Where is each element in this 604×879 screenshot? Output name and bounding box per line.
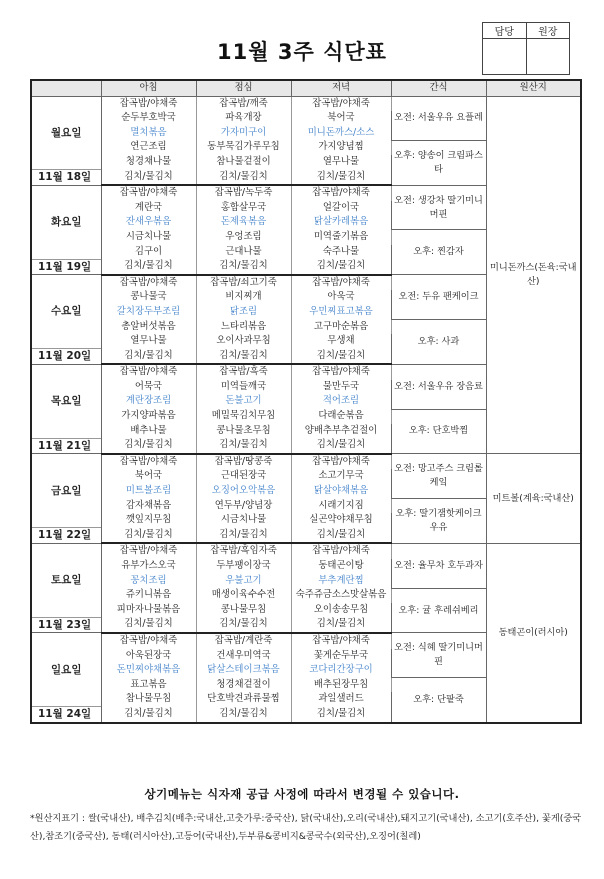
day-label: 금요일 [31,454,101,528]
breakfast-item: 잡곡밥/야채죽 [101,275,196,291]
lunch-item: 단호박견과류물찜 [196,692,291,707]
dinner-item: 소고기무국 [291,469,391,484]
dinner-item: 김치/물김치 [291,707,391,723]
dinner-item: 잡곡밥/야채죽 [291,633,391,649]
breakfast-item: 잡곡밥/야채죽 [101,633,196,649]
breakfast-item: 갈치장두부조림 [101,305,196,320]
dinner-item: 닭살카레볶음 [291,215,391,230]
dinner-item: 부추계란찜 [291,574,391,589]
lunch-item: 두부팽이장국 [196,559,291,574]
table-row [31,96,581,111]
dinner-item: 잡곡밥/야채죽 [291,185,391,201]
day-label: 일요일 [31,633,101,707]
approval-sign-manager [483,39,527,75]
breakfast-item: 계란국 [101,201,196,216]
day-label: 토요일 [31,543,101,617]
breakfast-item: 꽁치조림 [101,574,196,589]
lunch-item: 시금치나물 [196,513,291,528]
date-label: 11월 19일 [31,259,101,275]
header-dinner: 저녁 [291,80,391,96]
lunch-item: 김치/물김치 [196,707,291,723]
lunch-item: 잡곡밥/녹두죽 [196,185,291,201]
lunch-item: 오이사과무침 [196,334,291,349]
origin-note: *원산지표기 : 쌀(국내산), 배추김치(배추:국내산,고춧가루:중국산), 닭(국내산),오리(국내산),돼지고기(국내산), 소고기(호주산), 꽃게(중국산),참조기(중국산), 동태(러시아산),고등어(국내산),두부류&콩비지&콩국수(외국산),오징어(칠레) [30,813,582,842]
snack-pm: 오후: 귤 후레쉬베리 [391,588,486,633]
header-lunch: 점심 [196,80,291,96]
lunch-item: 콩나물무침 [196,603,291,618]
header-breakfast: 아침 [101,80,196,96]
breakfast-item: 잡곡밥/야채죽 [101,543,196,559]
dinner-item: 잡곡밥/야채죽 [291,454,391,470]
breakfast-item: 총알버섯볶음 [101,320,196,335]
date-label: 11월 20일 [31,349,101,365]
snack-pm: 오후: 단호박찜 [391,409,486,454]
approval-label-director: 원장 [526,23,570,39]
lunch-item: 근대나물 [196,245,291,260]
date-label: 11월 22일 [31,528,101,544]
day-label: 목요일 [31,364,101,438]
header-origin: 원산지 [486,80,581,96]
dinner-item: 고구마순볶음 [291,320,391,335]
origin-info: 동태곤이(러시아) [486,543,581,723]
header-snack: 간식 [391,80,486,96]
breakfast-item: 잡곡밥/야채죽 [101,96,196,111]
dinner-item: 코다리간장구이 [291,663,391,678]
breakfast-item: 쥬키니볶음 [101,588,196,603]
dinner-item: 미역줄기볶음 [291,230,391,245]
lunch-item: 잡곡밥/계란죽 [196,633,291,649]
lunch-item: 김치/물김치 [196,170,291,186]
lunch-item: 연두부/양념장 [196,499,291,514]
breakfast-item: 아욱된장국 [101,649,196,664]
dinner-item: 잡곡밥/야채죽 [291,275,391,291]
dinner-item: 무생채 [291,334,391,349]
dinner-item: 북어국 [291,111,391,126]
breakfast-item: 가지양파볶음 [101,409,196,424]
date-label: 11월 21일 [31,438,101,454]
dinner-item: 오이송송무침 [291,603,391,618]
breakfast-item: 순두부호박국 [101,111,196,126]
breakfast-item: 잡곡밥/야채죽 [101,364,196,380]
dinner-item: 양배추부추겉절이 [291,424,391,439]
lunch-item: 김치/물김치 [196,528,291,544]
dinner-item: 가지양념찜 [291,140,391,155]
lunch-item: 우불고기 [196,574,291,589]
breakfast-item: 피마자나물볶음 [101,603,196,618]
dinner-item: 잡곡밥/야채죽 [291,364,391,380]
breakfast-item: 돈민찌야채볶음 [101,663,196,678]
breakfast-item: 시금치나물 [101,230,196,245]
breakfast-item: 잔새우볶음 [101,215,196,230]
table-header-row [31,80,581,96]
dinner-item: 숙주쥬금소스맛살볶음 [291,588,391,603]
lunch-item: 돈불고기 [196,394,291,409]
breakfast-item: 표고볶음 [101,678,196,693]
snack-am: 오전: 서울우유 장음료 [391,364,486,409]
breakfast-item: 김치/물김치 [101,438,196,454]
snack-am: 오전: 생강차 딸기미니머핀 [391,185,486,230]
snack-am: 오전: 서울우유 요플레 [391,96,486,140]
dinner-item: 실곤약야채무침 [291,513,391,528]
day-label: 수요일 [31,275,101,349]
breakfast-item: 김치/물김치 [101,259,196,275]
snack-pm: 오후: 딸기잼핫케이크 우유 [391,499,486,544]
meal-plan-table [30,79,582,724]
approval-box [482,22,570,75]
page-title: 11월 3주 식단표 [217,40,387,64]
lunch-item: 청경채겉절이 [196,678,291,693]
date-label: 11월 23일 [31,617,101,633]
breakfast-item: 열무나물 [101,334,196,349]
dinner-item: 미니돈까스/소스 [291,126,391,141]
origin-info: 미니돈까스(돈육:국내산) [486,96,581,454]
dinner-item: 적어조림 [291,394,391,409]
snack-am: 오전: 율무차 호두과자 [391,543,486,588]
dinner-item: 얼갈이국 [291,201,391,216]
snack-pm: 오후: 단팥죽 [391,678,486,723]
lunch-item: 비지찌개 [196,290,291,305]
breakfast-item: 깻잎지무침 [101,513,196,528]
breakfast-item: 유부가스오국 [101,559,196,574]
breakfast-item: 잡곡밥/야채죽 [101,185,196,201]
lunch-item: 잡곡밥/흑죽 [196,364,291,380]
lunch-item: 잡곡밥/쇠고기죽 [196,275,291,291]
dinner-item: 김치/물김치 [291,170,391,186]
lunch-item: 김치/물김치 [196,438,291,454]
lunch-item: 오징어오악볶음 [196,484,291,499]
lunch-item: 우엉조림 [196,230,291,245]
dinner-item: 과일샐러드 [291,692,391,707]
breakfast-item: 미트볼조림 [101,484,196,499]
dinner-item: 물만두국 [291,380,391,395]
snack-am: 오전: 식혜 딸기미니머핀 [391,633,486,678]
snack-pm: 오후: 사과 [391,320,486,365]
breakfast-item: 콩나물국 [101,290,196,305]
breakfast-item: 멸치볶음 [101,126,196,141]
dinner-item: 김치/물김치 [291,349,391,365]
lunch-item: 김치/물김치 [196,617,291,633]
snack-am: 오전: 두유 팬케이크 [391,275,486,320]
day-label: 화요일 [31,185,101,259]
lunch-item: 콩나물초무침 [196,424,291,439]
breakfast-item: 김치/물김치 [101,617,196,633]
dinner-item: 열무나물 [291,155,391,170]
breakfast-item: 김치/물김치 [101,170,196,186]
lunch-item: 미역들깨국 [196,380,291,395]
day-label: 월요일 [31,96,101,169]
approval-label-manager: 담당 [483,23,527,39]
header-day [31,80,101,96]
snack-pm: 오후: 양송이 크림파스타 [391,140,486,185]
dinner-item: 숙주나물 [291,245,391,260]
breakfast-item: 청경채나물 [101,155,196,170]
lunch-item: 근대된장국 [196,469,291,484]
lunch-item: 매생이육수수전 [196,588,291,603]
breakfast-item: 연근조림 [101,140,196,155]
date-label: 11월 24일 [31,707,101,723]
lunch-item: 느타리볶음 [196,320,291,335]
dinner-item: 김치/물김치 [291,617,391,633]
dinner-item: 김치/물김치 [291,438,391,454]
breakfast-item: 어묵국 [101,380,196,395]
table-row [31,543,581,559]
dinner-item: 동태곤이탕 [291,559,391,574]
dinner-item: 다래순볶음 [291,409,391,424]
dinner-item: 우민찌표고볶음 [291,305,391,320]
change-notice: 상기메뉴는 식자재 공급 사정에 따라서 변경될 수 있습니다. [144,787,460,801]
lunch-item: 닭살스테이크볶음 [196,663,291,678]
breakfast-item: 북어국 [101,469,196,484]
lunch-item: 잡곡밥/흑임자죽 [196,543,291,559]
dinner-item: 잡곡밥/야채죽 [291,543,391,559]
lunch-item: 동부묵김가루무침 [196,140,291,155]
lunch-item: 닭조림 [196,305,291,320]
dinner-item: 김치/물김치 [291,528,391,544]
lunch-item: 가자미구이 [196,126,291,141]
lunch-item: 홍합살무국 [196,201,291,216]
lunch-item: 돈제육볶음 [196,215,291,230]
lunch-item: 메밀묵김치무침 [196,409,291,424]
breakfast-item: 참나물무침 [101,692,196,707]
breakfast-item: 잡곡밥/야채죽 [101,454,196,470]
approval-sign-director [526,39,570,75]
breakfast-item: 계란장조림 [101,394,196,409]
dinner-item: 김치/물김치 [291,259,391,275]
dinner-item: 시래기지짐 [291,499,391,514]
lunch-item: 파육개장 [196,111,291,126]
dinner-item: 아욱국 [291,290,391,305]
breakfast-item: 배추나물 [101,424,196,439]
dinner-item: 꽃게순두부국 [291,649,391,664]
snack-am: 오전: 망고주스 크림롤케잌 [391,454,486,499]
lunch-item: 김치/물김치 [196,349,291,365]
lunch-item: 잡곡밥/깨죽 [196,96,291,111]
dinner-item: 배추된장무침 [291,678,391,693]
lunch-item: 잡곡밥/땅콩죽 [196,454,291,470]
dinner-item: 닭살야채볶음 [291,484,391,499]
origin-info: 미트볼(계육:국내산) [486,454,581,544]
breakfast-item: 김치/물김치 [101,349,196,365]
snack-pm: 오후: 찐감자 [391,230,486,275]
breakfast-item: 김치/물김치 [101,707,196,723]
date-label: 11월 18일 [31,170,101,186]
lunch-item: 김치/물김치 [196,259,291,275]
table-row [31,454,581,470]
lunch-item: 건새우미역국 [196,649,291,664]
dinner-item: 잡곡밥/야채죽 [291,96,391,111]
breakfast-item: 감자채볶음 [101,499,196,514]
lunch-item: 참나물겉절이 [196,155,291,170]
breakfast-item: 김치/물김치 [101,528,196,544]
breakfast-item: 김구이 [101,245,196,260]
